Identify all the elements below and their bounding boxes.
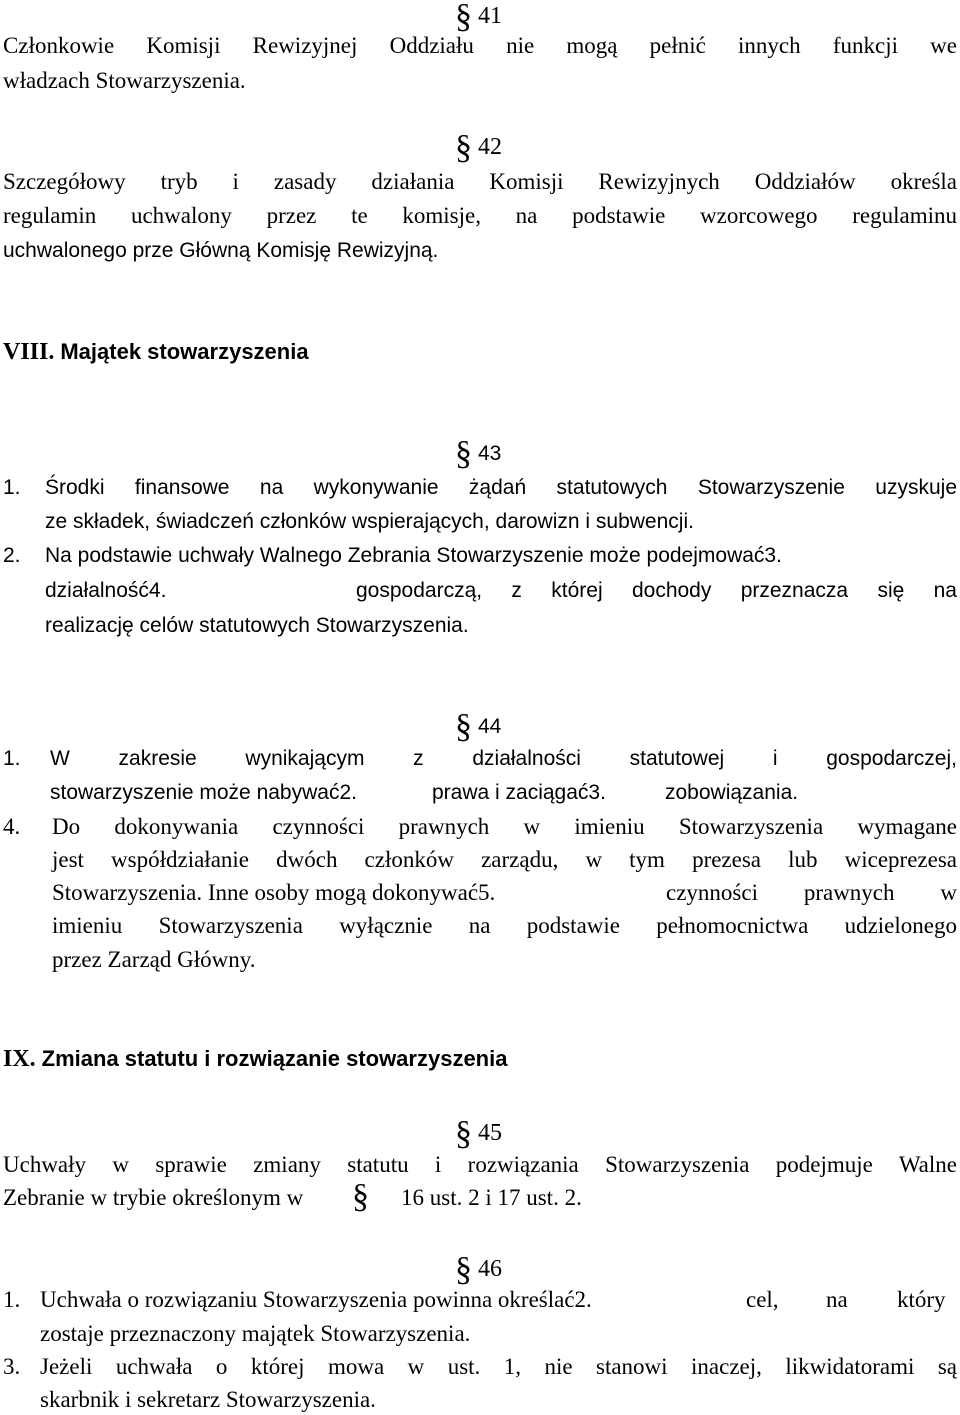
s44-item1-line-4: zobowiązania. bbox=[665, 781, 799, 804]
section-sign: § bbox=[455, 435, 472, 472]
paragraph-number: 44 bbox=[478, 715, 502, 738]
s42-line-3: uchwalonego prze Główną Komisję Rewizyjną. bbox=[3, 239, 439, 262]
s44-item4-line-5: imieniu Stowarzyszenia wyłącznie na podstawie pełnomocnictwa udzielonego bbox=[52, 913, 957, 938]
section-sign: § bbox=[455, 708, 472, 745]
s46-item1-line-4: który bbox=[897, 1287, 946, 1312]
s46-item1-line-3: na bbox=[826, 1287, 848, 1312]
section-sign: § bbox=[455, 129, 472, 166]
paragraph-number: 45 bbox=[478, 1120, 502, 1146]
s43-item2-line-1: Na podstawie uchwały Walnego Zebrania Stowarzyszenie może podejmować3. bbox=[45, 544, 782, 567]
s46-item1-line-2: cel, bbox=[746, 1287, 779, 1312]
s44-item4-line-2: jest współdziałanie dwóch członków zarządu, w tym prezesa lub wiceprezesa bbox=[52, 847, 957, 872]
item-number: 1. bbox=[3, 747, 21, 770]
section-sign: § bbox=[455, 1115, 472, 1152]
s41-line-1: Członkowie Komisji Rewizyjnej Oddziału nie mogą pełnić innych funkcji we bbox=[3, 33, 957, 58]
item-number: 4. bbox=[3, 814, 21, 839]
item-number: 1. bbox=[3, 1287, 21, 1312]
s43-item2-line-2: działalność4. bbox=[45, 579, 167, 602]
chapter-title: Majątek stowarzyszenia bbox=[60, 339, 309, 364]
section-sign: § bbox=[455, 1251, 472, 1288]
paragraph-number: 42 bbox=[478, 134, 502, 160]
s44-item4-line-1: Do dokonywania czynności prawnych w imieniu Stowarzyszenia wymagane bbox=[52, 814, 957, 839]
paragraph-marker-43 bbox=[455, 437, 501, 471]
s42-line-1: Szczegółowy tryb i zasady działania Komisji Rewizyjnych Oddziałów określa bbox=[3, 169, 957, 194]
paragraph-number: 41 bbox=[478, 3, 502, 29]
chapter-roman: IX. bbox=[3, 1046, 36, 1072]
paragraph-marker-42 bbox=[455, 131, 502, 165]
paragraph-marker-45 bbox=[455, 1117, 502, 1151]
s44-item4-line-3: Stowarzyszenia. Inne osoby mogą dokonywać5. bbox=[52, 880, 496, 905]
chapter-heading-9 bbox=[3, 1047, 507, 1071]
s45-line-2a: Zebranie w trybie określonym w bbox=[3, 1185, 304, 1210]
s45-line-1: Uchwały w sprawie zmiany statutu i rozwiązania Stowarzyszenia podejmuje Walne bbox=[3, 1152, 957, 1177]
s44-item4-line-6: przez Zarząd Główny. bbox=[52, 947, 256, 972]
s41-line-2: władzach Stowarzyszenia. bbox=[3, 68, 246, 93]
s44-item1-line-2: stowarzyszenie może nabywać2. bbox=[50, 781, 357, 804]
s43-item2-line-3: gospodarczą, z której dochody przeznacza się na bbox=[356, 579, 957, 602]
s44-item1-line-3: prawa i zaciągać3. bbox=[432, 781, 606, 804]
paragraph-marker-46 bbox=[455, 1253, 502, 1287]
paragraph-number: 46 bbox=[478, 1256, 502, 1282]
s46-item3-line-1: Jeżeli uchwała o której mowa w ust. 1, nie stanowi inaczej, likwidatorami są bbox=[40, 1354, 957, 1379]
s46-item1-line-5: zostaje przeznaczony majątek Stowarzyszenia. bbox=[40, 1321, 471, 1346]
s43-item1-line-1: Środki finansowe na wykonywanie żądań statutowych Stowarzyszenie uzyskuje bbox=[45, 476, 957, 499]
s44-item1-line-1: W zakresie wynikającym z działalności statutowej i gospodarczej, bbox=[50, 747, 957, 770]
paragraph-marker-41 bbox=[455, 0, 502, 34]
item-number: 1. bbox=[3, 476, 21, 499]
chapter-heading-8 bbox=[3, 340, 309, 364]
section-sign: § bbox=[455, 0, 472, 35]
item-number: 3. bbox=[3, 1354, 21, 1379]
s45-line-2b: 16 ust. 2 i 17 ust. 2. bbox=[401, 1185, 582, 1210]
item-number: 2. bbox=[3, 544, 21, 567]
s43-item1-line-2: ze składek, świadczeń członków wspierających, darowizn i subwencji. bbox=[45, 510, 694, 533]
paragraph-marker-44 bbox=[455, 710, 501, 744]
s46-item3-line-2: skarbnik i sekretarz Stowarzyszenia. bbox=[40, 1387, 376, 1412]
chapter-title: Zmiana statutu i rozwiązanie stowarzyszenia bbox=[41, 1046, 508, 1071]
s43-item2-line-4: realizację celów statutowych Stowarzyszenia. bbox=[45, 614, 469, 637]
paragraph-number: 43 bbox=[478, 442, 502, 465]
chapter-roman: VIII. bbox=[3, 339, 55, 365]
section-sign: § bbox=[352, 1178, 369, 1215]
s42-line-2: regulamin uchwalony przez te komisje, na podstawie wzorcowego regulaminu bbox=[3, 203, 957, 228]
s46-item1-line-1: Uchwała o rozwiązaniu Stowarzyszenia powinna określać2. bbox=[40, 1287, 592, 1312]
section-sign-inline bbox=[352, 1180, 375, 1214]
s44-item4-line-4: czynności prawnych w bbox=[666, 880, 957, 905]
